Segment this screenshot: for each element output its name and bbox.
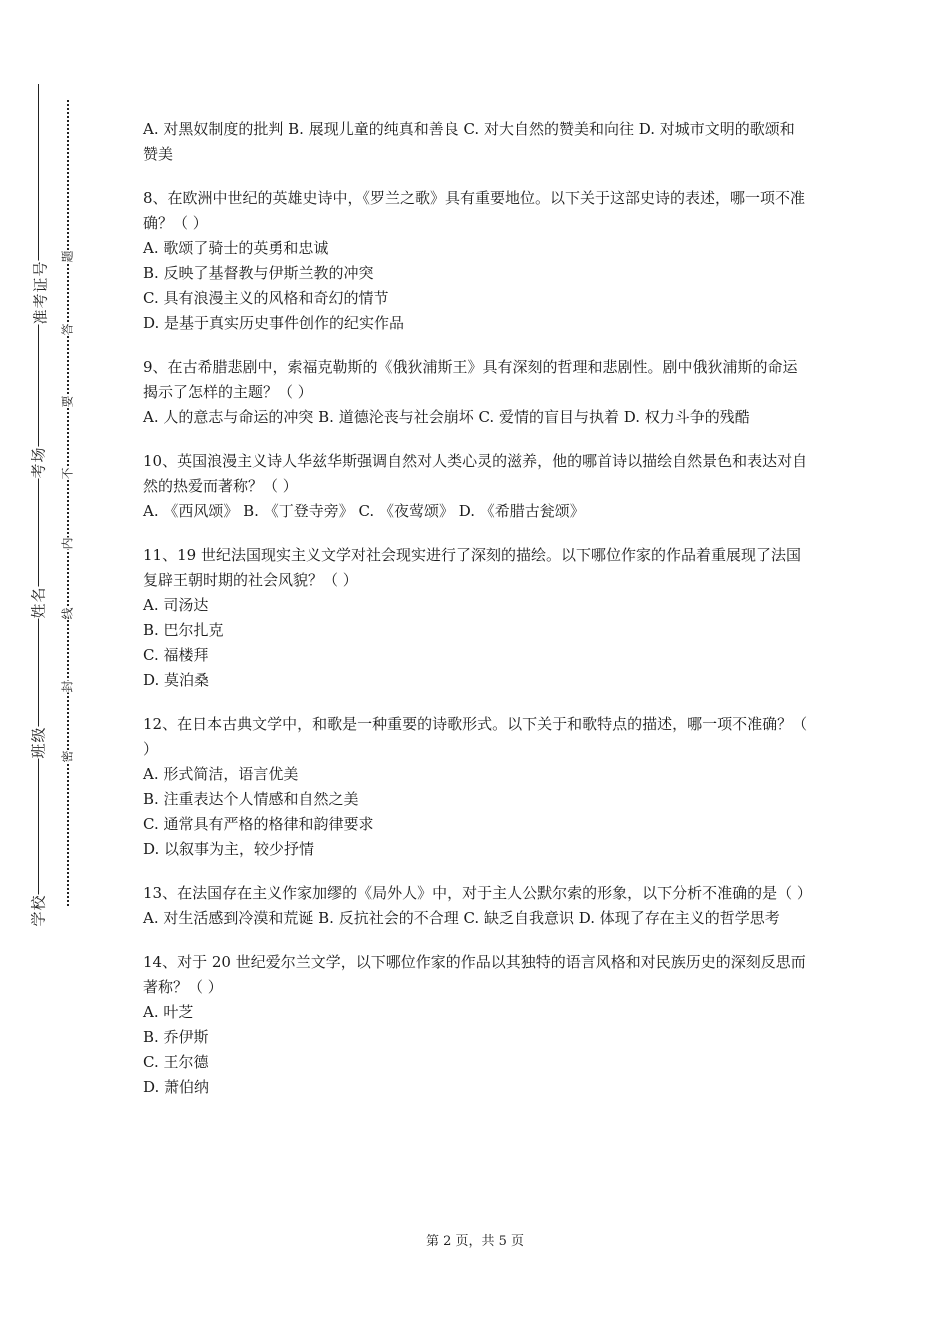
option-b: B. 反映了基督教与伊斯兰教的冲突 <box>143 264 374 282</box>
seal-char: 线 <box>56 607 79 619</box>
question-8 <box>143 186 808 336</box>
question-10 <box>143 449 808 524</box>
question-stem: 10、英国浪漫主义诗人华兹华斯强调自然对人类心灵的滋养，他的哪首诗以描绘自然景色和表达对自然的热爱而著称？（ ） <box>143 452 808 495</box>
option-line: A. 人的意志与命运的冲突 B. 道德沦丧与社会崩坏 C. 爱情的盲目与执着 D. 权力斗争的残酷 <box>143 408 750 426</box>
seal-char: 内 <box>56 537 79 549</box>
previous-question-options <box>143 117 808 167</box>
question-stem: 11、19 世纪法国现实主义文学对社会现实进行了深刻的描绘。以下哪位作家的作品着重展现了法国复辟王朝时期的社会风貌？（ ） <box>143 546 801 589</box>
seal-char: 要 <box>56 395 79 407</box>
option-b: B. 注重表达个人情感和自然之美 <box>143 790 359 808</box>
question-stem: 9、在古希腊悲剧中，索福克勒斯的《俄狄浦斯王》具有深刻的哲理和悲剧性。剧中俄狄浦斯的命运揭示了怎样的主题？（ ） <box>143 358 798 401</box>
question-12 <box>143 712 808 862</box>
seal-char: 题 <box>56 250 79 262</box>
option-d: D. 是基于真实历史事件创作的纪实作品 <box>143 314 405 332</box>
option-a: A. 叶芝 <box>143 1003 194 1021</box>
school-label: 学校 <box>26 894 51 926</box>
binding-line <box>38 84 39 922</box>
option-c: C. 王尔德 <box>143 1053 209 1071</box>
question-14 <box>143 950 808 1100</box>
exam-room-label: 考场 <box>26 446 51 478</box>
option-b: B. 巴尔扎克 <box>143 621 224 639</box>
option-line: A. 对生活感到冷漠和荒诞 B. 反抗社会的不合理 C. 缺乏自我意识 D. 体现了存在主义的哲学思考 <box>143 909 780 927</box>
class-label: 班级 <box>26 726 51 758</box>
question-stem: 13、在法国存在主义作家加缪的《局外人》中，对于主人公默尔索的形象，以下分析不准确的是（ ） <box>143 884 812 902</box>
option-d: D. 萧伯纳 <box>143 1078 210 1096</box>
seal-char: 密 <box>56 750 79 762</box>
option-a: A. 司汤达 <box>143 596 209 614</box>
question-content <box>143 117 812 1100</box>
admission-number-label: 准考证号 <box>28 260 53 324</box>
seal-dotted-line <box>67 100 69 906</box>
option-c: C. 通常具有严格的格律和韵律要求 <box>143 815 374 833</box>
option-a: A. 形式简洁，语言优美 <box>143 765 299 783</box>
option-c: C. 福楼拜 <box>143 646 209 664</box>
page-footer: 第 2 页，共 5 页 <box>425 1234 525 1249</box>
option-d: D. 莫泊桑 <box>143 671 210 689</box>
seal-char: 答 <box>56 323 79 335</box>
question-13 <box>143 881 812 931</box>
seal-char: 封 <box>56 680 79 692</box>
question-stem: 12、在日本古典文学中，和歌是一种重要的诗歌形式。以下关于和歌特点的描述，哪一项不准确？（ ） <box>143 715 808 758</box>
question-stem: 14、对于 20 世纪爱尔兰文学，以下哪位作家的作品以其独特的语言风格和对民族历史的深刻反思而著称？（ ） <box>143 953 806 996</box>
option-line: A. 《西风颂》 B. 《丁登寺旁》 C. 《夜莺颂》 D. 《希腊古瓮颂》 <box>143 502 585 520</box>
option-b: B. 乔伊斯 <box>143 1028 209 1046</box>
option-d: D. 以叙事为主，较少抒情 <box>143 840 315 858</box>
name-label: 姓名 <box>26 586 51 618</box>
option-line: A. 对黑奴制度的批判 B. 展现儿童的纯真和善良 C. 对大自然的赞美和向往 D. 对城市文明的歌颂和赞美 <box>143 120 795 163</box>
option-a: A. 歌颂了骑士的英勇和忠诚 <box>143 239 329 257</box>
seal-char: 不 <box>56 467 79 479</box>
question-9 <box>143 355 808 430</box>
question-11 <box>143 543 808 693</box>
question-stem: 8、在欧洲中世纪的英雄史诗中，《罗兰之歌》具有重要地位。以下关于这部史诗的表述，哪一项不准确？（ ） <box>143 189 806 232</box>
option-c: C. 具有浪漫主义的风格和奇幻的情节 <box>143 289 389 307</box>
